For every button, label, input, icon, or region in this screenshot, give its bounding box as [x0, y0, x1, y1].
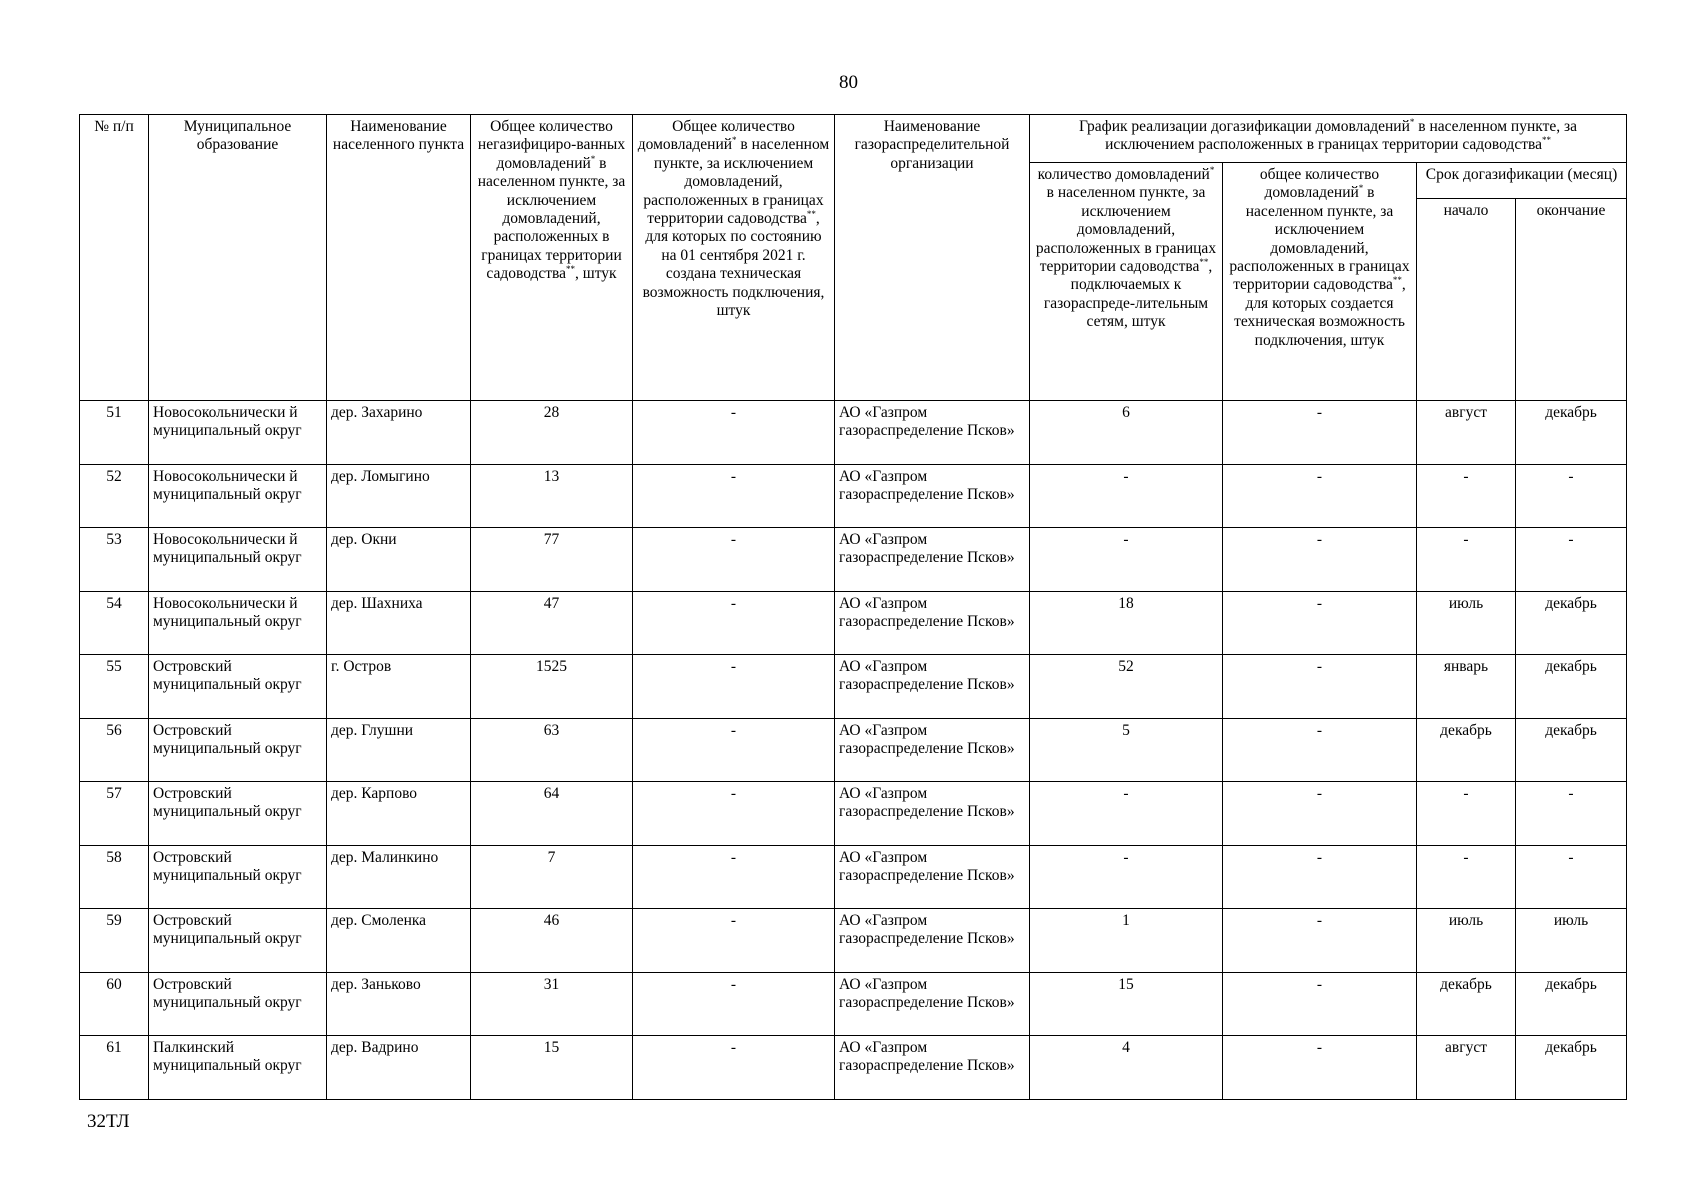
cell-municipal: Островский муниципальный округ [149, 655, 327, 719]
cell-start: август [1417, 401, 1516, 465]
cell-total-created: - [1223, 528, 1417, 592]
header-num: № п/п [80, 115, 149, 401]
header-total-tech-possibility: Общее количество домовладений* в населенном пункте, за исключением домовладений, расположенных в границах территории садоводства**, для которых по состоянию на 01 сентября 2021 г. создана техническая возможность подключения, штук [633, 115, 835, 401]
cell-municipal: Палкинский муниципальный округ [149, 1036, 327, 1100]
cell-settlement: дер. Карпово [327, 782, 471, 846]
cell-tech-possibility: - [633, 401, 835, 465]
cell-start: август [1417, 1036, 1516, 1100]
table-body [80, 401, 1627, 1100]
cell-settlement: дер. Захарино [327, 401, 471, 465]
cell-tech-possibility: - [633, 845, 835, 909]
cell-total-nongasified: 15 [471, 1036, 633, 1100]
header-count-connected: количество домовладений* в населенном пункте, за исключением домовладений, расположенных в границах территории садоводства**, подключаемых к газораспреде-лительным сетям, штук [1030, 163, 1223, 401]
table-row [80, 845, 1627, 909]
cell-count-connected: - [1030, 464, 1223, 528]
cell-count-connected: - [1030, 845, 1223, 909]
cell-num: 61 [80, 1036, 149, 1100]
cell-start: июль [1417, 591, 1516, 655]
cell-municipal: Новосокольнически й муниципальный округ [149, 401, 327, 465]
cell-settlement: дер. Малинкино [327, 845, 471, 909]
cell-municipal: Островский муниципальный округ [149, 845, 327, 909]
cell-count-connected: 18 [1030, 591, 1223, 655]
cell-start: июль [1417, 909, 1516, 973]
table-row [80, 972, 1627, 1036]
cell-count-connected: 4 [1030, 1036, 1223, 1100]
cell-num: 56 [80, 718, 149, 782]
cell-total-nongasified: 47 [471, 591, 633, 655]
table-row [80, 782, 1627, 846]
cell-total-created: - [1223, 845, 1417, 909]
cell-gas-organization: АО «Газпром газораспределение Псков» [835, 1036, 1030, 1100]
header-total-nongasified: Общее количество негазифициро-ванных домовладений* в населенном пункте, за исключением домовладений, расположенных в границах территории садоводства**, штук [471, 115, 633, 401]
cell-total-nongasified: 64 [471, 782, 633, 846]
cell-total-nongasified: 7 [471, 845, 633, 909]
cell-tech-possibility: - [633, 1036, 835, 1100]
cell-gas-organization: АО «Газпром газораспределение Псков» [835, 845, 1030, 909]
page-number: 80 [839, 72, 858, 93]
cell-total-created: - [1223, 655, 1417, 719]
cell-gas-organization: АО «Газпром газораспределение Псков» [835, 782, 1030, 846]
cell-count-connected: 15 [1030, 972, 1223, 1036]
cell-gas-organization: АО «Газпром газораспределение Псков» [835, 718, 1030, 782]
cell-settlement: дер. Ломыгино [327, 464, 471, 528]
cell-total-created: - [1223, 1036, 1417, 1100]
cell-tech-possibility: - [633, 591, 835, 655]
cell-end: - [1516, 782, 1627, 846]
cell-total-nongasified: 1525 [471, 655, 633, 719]
cell-total-created: - [1223, 782, 1417, 846]
cell-count-connected: 1 [1030, 909, 1223, 973]
header-total-created: общее количество домовладений* в населенном пункте, за исключением домовладений, расположенных в границах территории садоводства**, для которых создается техническая возможность подключения, штук [1223, 163, 1417, 401]
cell-num: 60 [80, 972, 149, 1036]
cell-num: 51 [80, 401, 149, 465]
cell-num: 53 [80, 528, 149, 592]
table-header [80, 115, 1627, 401]
cell-municipal: Островский муниципальный округ [149, 972, 327, 1036]
cell-gas-organization: АО «Газпром газораспределение Псков» [835, 655, 1030, 719]
cell-end: - [1516, 528, 1627, 592]
cell-start: - [1417, 845, 1516, 909]
cell-tech-possibility: - [633, 972, 835, 1036]
cell-count-connected: 52 [1030, 655, 1223, 719]
cell-municipal: Новосокольнически й муниципальный округ [149, 464, 327, 528]
footer-code: 32ТЛ [87, 1111, 130, 1132]
cell-settlement: г. Остров [327, 655, 471, 719]
cell-total-nongasified: 13 [471, 464, 633, 528]
cell-municipal: Островский муниципальный округ [149, 909, 327, 973]
cell-settlement: дер. Заньково [327, 972, 471, 1036]
cell-count-connected: 5 [1030, 718, 1223, 782]
cell-total-created: - [1223, 401, 1417, 465]
table-row [80, 464, 1627, 528]
cell-start: - [1417, 464, 1516, 528]
cell-total-nongasified: 46 [471, 909, 633, 973]
table-row [80, 655, 1627, 719]
cell-municipal: Островский муниципальный округ [149, 782, 327, 846]
cell-tech-possibility: - [633, 528, 835, 592]
cell-total-created: - [1223, 464, 1417, 528]
cell-end: декабрь [1516, 655, 1627, 719]
cell-num: 52 [80, 464, 149, 528]
cell-start: - [1417, 782, 1516, 846]
header-settlement: Наименование населенного пункта [327, 115, 471, 401]
cell-start: декабрь [1417, 972, 1516, 1036]
cell-tech-possibility: - [633, 718, 835, 782]
cell-total-nongasified: 63 [471, 718, 633, 782]
cell-gas-organization: АО «Газпром газораспределение Псков» [835, 972, 1030, 1036]
cell-num: 58 [80, 845, 149, 909]
header-term: Срок догазификации (месяц) [1417, 163, 1627, 199]
cell-end: - [1516, 845, 1627, 909]
header-start: начало [1417, 199, 1516, 401]
cell-start: декабрь [1417, 718, 1516, 782]
cell-tech-possibility: - [633, 909, 835, 973]
cell-settlement: дер. Окни [327, 528, 471, 592]
header-gas-organization: Наименование газораспределительной организации [835, 115, 1030, 401]
cell-total-nongasified: 77 [471, 528, 633, 592]
cell-end: декабрь [1516, 718, 1627, 782]
cell-settlement: дер. Вадрино [327, 1036, 471, 1100]
cell-end: июль [1516, 909, 1627, 973]
cell-total-created: - [1223, 591, 1417, 655]
cell-total-nongasified: 28 [471, 401, 633, 465]
cell-num: 55 [80, 655, 149, 719]
header-schedule: График реализации догазификации домовладений* в населенном пункте, за исключением расположенных в границах территории садоводства** [1030, 115, 1627, 163]
cell-settlement: дер. Шахниха [327, 591, 471, 655]
cell-gas-organization: АО «Газпром газораспределение Псков» [835, 591, 1030, 655]
header-municipal: Муниципальное образование [149, 115, 327, 401]
cell-count-connected: - [1030, 782, 1223, 846]
cell-settlement: дер. Смоленка [327, 909, 471, 973]
cell-municipal: Новосокольнически й муниципальный округ [149, 591, 327, 655]
cell-gas-organization: АО «Газпром газораспределение Псков» [835, 464, 1030, 528]
cell-end: декабрь [1516, 972, 1627, 1036]
cell-num: 54 [80, 591, 149, 655]
cell-count-connected: - [1030, 528, 1223, 592]
cell-total-created: - [1223, 972, 1417, 1036]
cell-total-nongasified: 31 [471, 972, 633, 1036]
table-row [80, 591, 1627, 655]
cell-total-created: - [1223, 909, 1417, 973]
cell-tech-possibility: - [633, 782, 835, 846]
cell-start: январь [1417, 655, 1516, 719]
cell-num: 57 [80, 782, 149, 846]
table-row [80, 401, 1627, 465]
cell-settlement: дер. Глушни [327, 718, 471, 782]
cell-end: декабрь [1516, 1036, 1627, 1100]
cell-gas-organization: АО «Газпром газораспределение Псков» [835, 528, 1030, 592]
table-row [80, 1036, 1627, 1100]
cell-municipal: Новосокольнически й муниципальный округ [149, 528, 327, 592]
cell-gas-organization: АО «Газпром газораспределение Псков» [835, 401, 1030, 465]
cell-count-connected: 6 [1030, 401, 1223, 465]
cell-total-created: - [1223, 718, 1417, 782]
cell-start: - [1417, 528, 1516, 592]
header-end: окончание [1516, 199, 1627, 401]
cell-gas-organization: АО «Газпром газораспределение Псков» [835, 909, 1030, 973]
cell-end: - [1516, 464, 1627, 528]
cell-end: декабрь [1516, 591, 1627, 655]
cell-num: 59 [80, 909, 149, 973]
gasification-table-container [79, 114, 1626, 1100]
table-row [80, 718, 1627, 782]
gasification-table [79, 114, 1627, 1100]
cell-end: декабрь [1516, 401, 1627, 465]
cell-tech-possibility: - [633, 655, 835, 719]
table-row [80, 528, 1627, 592]
cell-tech-possibility: - [633, 464, 835, 528]
table-row [80, 909, 1627, 973]
cell-municipal: Островский муниципальный округ [149, 718, 327, 782]
